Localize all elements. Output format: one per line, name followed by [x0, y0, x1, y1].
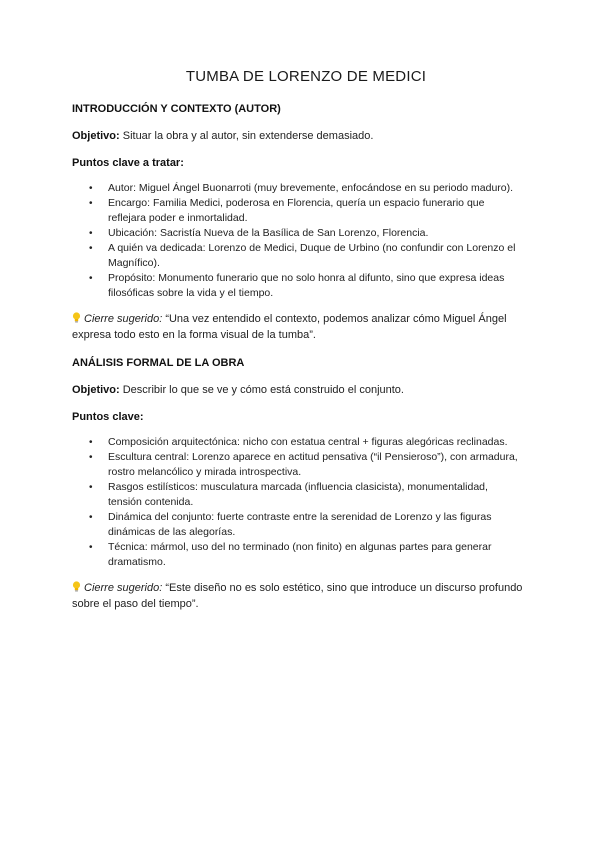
- list-item-text: Rasgos estilísticos: musculatura marcada (influencia clasicista), monumentalidad, tensión contenida.: [108, 481, 488, 508]
- bullet-icon: •: [89, 542, 93, 553]
- section-heading-intro: INTRODUCCIÓN Y CONTEXTO (AUTOR): [72, 103, 281, 115]
- list-item-text: Ubicación: Sacristía Nueva de la Basílica de San Lorenzo, Florencia.: [108, 227, 429, 239]
- bullet-icon: •: [89, 452, 93, 463]
- list-item: [72, 450, 540, 480]
- list-item: [72, 540, 540, 570]
- bullet-icon: •: [89, 273, 93, 284]
- section-heading-analysis: ANÁLISIS FORMAL DE LA OBRA: [72, 357, 245, 369]
- points-list-analysis: [72, 435, 540, 570]
- list-item-text: Dinámica del conjunto: fuerte contraste entre la serenidad de Lorenzo y las figuras dinámicas de las alegorías.: [108, 511, 492, 538]
- list-item: [72, 226, 540, 241]
- list-item: [72, 271, 540, 301]
- list-item-text: Autor: Miguel Ángel Buonarroti (muy brevemente, enfocándose en su periodo maduro).: [108, 182, 514, 194]
- list-item-text: Encargo: Familia Medici, poderosa en Florencia, quería un espacio funerario que reflejara poder e inmortalidad.: [108, 197, 485, 224]
- points-list-intro: [72, 181, 540, 301]
- closing-label: Cierre sugerido:: [84, 582, 163, 594]
- lightbulb-icon: [72, 312, 81, 323]
- bullet-icon: •: [89, 198, 93, 209]
- closing-label: Cierre sugerido:: [84, 313, 163, 325]
- bullet-icon: •: [89, 512, 93, 523]
- list-item: [72, 241, 540, 271]
- bullet-icon: •: [89, 437, 93, 448]
- list-item-text: Propósito: Monumento funerario que no solo honra al difunto, sino que expresa ideas filosóficas sobre la vida y el tiempo.: [108, 272, 505, 299]
- closing-analysis: [72, 580, 540, 612]
- document-title: TUMBA DE LORENZO DE MEDICI: [185, 68, 427, 85]
- bullet-icon: •: [89, 482, 93, 493]
- list-item-text: Composición arquitectónica: nicho con estatua central + figuras alegóricas reclinadas.: [108, 436, 508, 448]
- lightbulb-icon: [72, 581, 81, 592]
- list-item-text: Escultura central: Lorenzo aparece en actitud pensativa (“il Pensieroso”), con armadura, rostro melancólico y mirada introspectiva.: [108, 451, 518, 478]
- closing-text: “Este diseño no es solo estético, sino que introduce un discurso profundo sobre el paso del tiempo”.: [72, 582, 523, 610]
- list-item: [72, 196, 540, 226]
- points-heading-intro: Puntos clave a tratar:: [72, 157, 184, 169]
- list-item: [72, 181, 540, 196]
- objective-analysis: [72, 382, 540, 398]
- document-page: [72, 68, 540, 626]
- bullet-icon: •: [89, 243, 93, 254]
- list-item: [72, 510, 540, 540]
- closing-intro: [72, 311, 540, 343]
- objective-intro: [72, 128, 540, 144]
- objective-text: Situar la obra y al autor, sin extenderse demasiado.: [119, 130, 374, 142]
- points-heading-analysis: Puntos clave:: [72, 411, 144, 423]
- bullet-icon: •: [89, 183, 93, 194]
- objective-text: Describir lo que se ve y cómo está construido el conjunto.: [119, 384, 404, 396]
- closing-text: “Una vez entendido el contexto, podemos analizar cómo Miguel Ángel expresa todo esto en la forma visual de la tumba”.: [72, 313, 507, 341]
- list-item: [72, 480, 540, 510]
- objective-label: Objetivo:: [72, 130, 120, 142]
- list-item-text: Técnica: mármol, uso del no terminado (non finito) en algunas partes para generar dramatismo.: [108, 541, 492, 568]
- list-item: [72, 435, 540, 450]
- objective-label: Objetivo:: [72, 384, 120, 396]
- list-item-text: A quién va dedicada: Lorenzo de Medici, Duque de Urbino (no confundir con Lorenzo el Magnífico).: [108, 242, 516, 269]
- bullet-icon: •: [89, 228, 93, 239]
